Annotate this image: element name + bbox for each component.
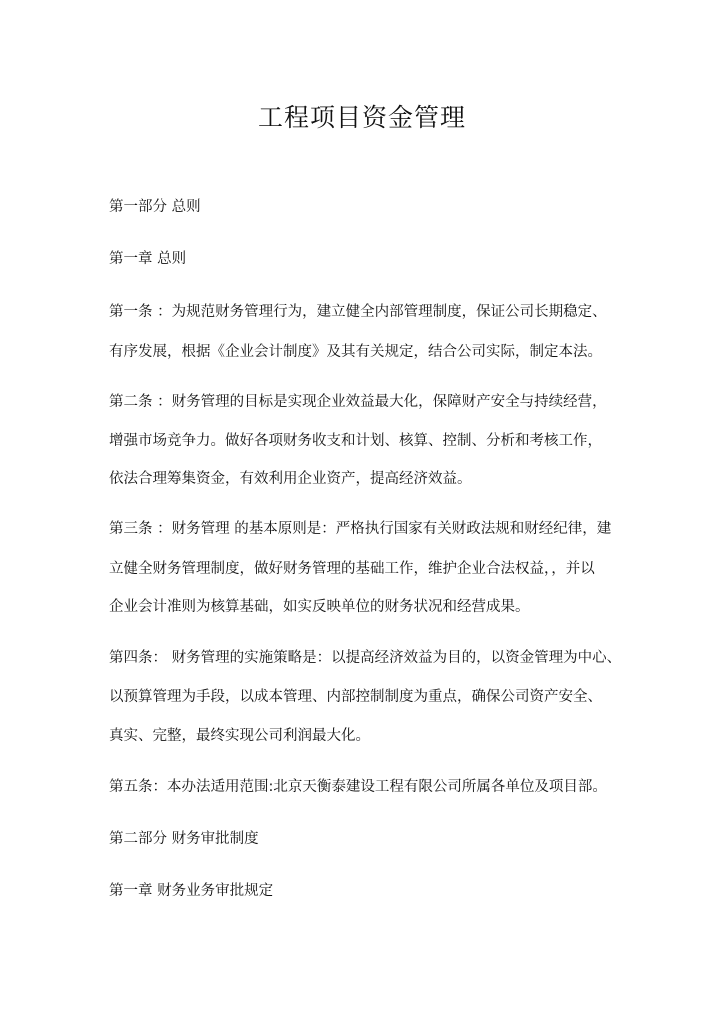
- article-2-line-1: 第二条 ：财务管理的目标是实现企业效益最大化，保障财产安全与持续经营，: [109, 394, 607, 410]
- part-2-heading: 第二部分 财务审批制度: [109, 831, 259, 847]
- article-4-line-1: 第四条： 财务管理的实施策略是：以提高经济效益为目的，以资金管理为中心、: [109, 650, 622, 666]
- chapter-2-heading: 第一章 财务业务审批规定: [109, 883, 274, 899]
- article-3-line-3: 企业会计准则为核算基础，如实反映单位的财务状况和经营成果。: [109, 599, 530, 615]
- article-2-line-3: 依法合理筹集资金，有效利用企业资产，提高经济效益。: [109, 471, 472, 487]
- chapter-heading: 第一章 总则: [109, 251, 187, 267]
- article-4-line-2: 以预算管理为手段，以成本管理、内部控制制度为重点，确保公司资产安全、: [109, 689, 602, 705]
- article-1-line-1: 第一条 ：为规范财务管理行为，建立健全内部管理制度，保证公司长期稳定、: [109, 304, 607, 320]
- article-5-line-1: 第五条：本办法适用范围:北京天衡泰建设工程有限公司所属各单位及项目部。: [109, 779, 607, 795]
- article-2-line-2: 增强市场竞争力。做好各项财务收支和计划、核算、控制、分析和考核工作，: [109, 433, 602, 449]
- part-heading: 第一部分 总则: [109, 199, 201, 215]
- article-3-line-2: 立健全财务管理制度，做好财务管理的基础工作，维护企业合法权益，，并以: [109, 561, 595, 577]
- article-4-line-3: 真实、完整，最终实现公司利润最大化。: [109, 728, 370, 744]
- article-3-line-1: 第三条 ：财务管理 的基本原则是：严格执行国家有关财政法规和财经纪律，建: [109, 521, 612, 537]
- document-title: 工程项目资金管理: [257, 103, 466, 132]
- article-1-line-2: 有序发展，根据《企业会计制度》及其有关规定，结合公司实际，制定本法。: [109, 344, 602, 360]
